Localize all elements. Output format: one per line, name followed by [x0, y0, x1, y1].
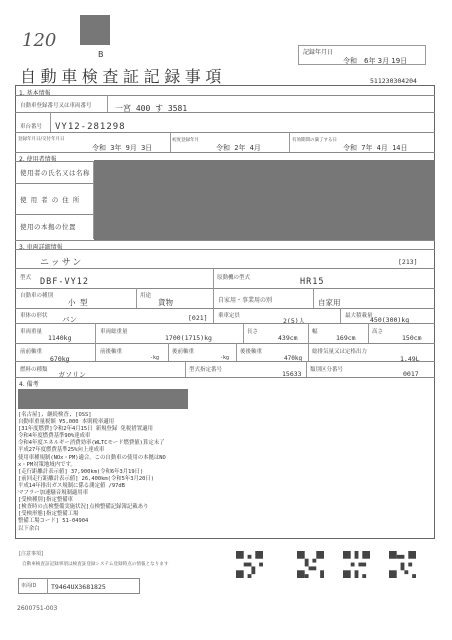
fuel-label: 燃料の種類: [20, 367, 48, 373]
model-label: 型式: [20, 275, 32, 281]
remark-line: 自動車重量税額 ¥5,000 本則税率適用: [18, 419, 115, 426]
class-label: 類別区分番号: [310, 367, 344, 373]
weight-label: 車両重量: [20, 329, 43, 335]
rr-axle-label: 後後軸重: [240, 349, 263, 355]
rule: [243, 323, 244, 343]
rule: [213, 308, 214, 323]
redacted-user-info: [94, 160, 435, 240]
rule: [170, 132, 171, 152]
capacity: 2(5)人: [283, 317, 306, 325]
rr-axle: 470kg: [284, 355, 303, 362]
reg-value: 一宮 400 す 3581: [115, 104, 188, 113]
user-name-label: 使用者の氏名又は名称: [20, 169, 90, 177]
remark-line: [走行距離計表示値] 37,900km(令和6年3月19日): [18, 468, 144, 475]
displacement: 1.49L: [400, 355, 420, 363]
remark-line: [検査時の点検整備実施状況]点検整備記録簿記載あり: [18, 504, 149, 511]
base-location-label: 使用の本拠の位置: [20, 223, 76, 231]
max-load-label: 最大積載量: [345, 313, 373, 319]
remark-line: 令和4年度燃費基準90%達成車: [18, 433, 91, 440]
height: 150cm: [402, 334, 422, 342]
rule: [15, 288, 435, 289]
capacity-label: 乗車定員: [218, 313, 241, 319]
section4-heading: 4. 備考: [19, 381, 39, 388]
reg-label: 自動車登録番号又は車両番号: [20, 103, 92, 109]
rule: [15, 361, 435, 362]
rule: [15, 268, 435, 269]
body-code: [021]: [188, 314, 208, 322]
rule: [15, 377, 435, 378]
rule: [107, 95, 108, 112]
rf-axle-label: 後前軸重: [172, 349, 195, 355]
maker: ニッサン: [40, 258, 84, 268]
fr-axle: -kg: [150, 355, 160, 361]
remark-line: [前回走行距離計表示値] 26,400km(令和5年3月20日): [18, 475, 155, 482]
rule: [236, 343, 237, 361]
remark-line: 平成27年度燃費基準25%向上達成車: [18, 447, 105, 454]
document-title: 自動車検査証記録事項: [20, 67, 227, 86]
private-label: 自家用・事業用の別: [218, 297, 273, 304]
chassis-value: VY12-281298: [55, 122, 126, 132]
first-reg-label: 登録年月日/交付年月日: [18, 137, 65, 142]
remark-line: [31年度燃費]令和2年4月15日 新規登録 免税措置適用: [18, 426, 153, 433]
rule: [15, 95, 435, 96]
remark-line: マフラー加速騒音規制適用車: [18, 490, 89, 497]
remark-line: 令和4年度エネルギー消費効率(WLTCモード燃費値)算定未了: [18, 440, 165, 447]
gross-label: 車両総重量: [100, 329, 128, 335]
footer-code: 2600751-003: [17, 605, 58, 612]
ff-axle: 670kg: [50, 355, 70, 363]
record-date-label: 記録年月日: [303, 49, 334, 56]
remark-line: 使用車種規制(NOx・PM)適合。この自動車の使用の本拠はNO: [18, 454, 166, 461]
class-num: 0017: [403, 370, 419, 378]
rule: [308, 323, 309, 343]
body-label: 車体の形状: [20, 313, 48, 319]
notes-heading: [注意事項]: [19, 551, 43, 557]
gross: 1700(1715)kg: [165, 334, 212, 342]
model: DBF-VY12: [40, 277, 89, 287]
use-label: 用途: [140, 293, 152, 299]
rule: [185, 361, 186, 377]
first-reg-value: 令和 3年 9月 3日: [92, 144, 153, 152]
rf-axle: -kg: [220, 355, 230, 361]
rule: [47, 578, 48, 594]
rule: [368, 323, 369, 343]
rule: [289, 132, 290, 152]
rule: [15, 132, 435, 133]
first-reg-year: 令和 2年 4月: [216, 144, 261, 152]
rule: [308, 343, 309, 361]
handwritten-number: 120: [22, 30, 57, 51]
document-number: 511230304204: [370, 77, 417, 85]
remarks-list: [18, 412, 238, 533]
vehicle-id-label: 車両ID: [21, 583, 37, 589]
qr-code-1: [236, 551, 263, 578]
notes-text: 自動車検査証記録事項は検査証登録システム登録時点の情報となります: [22, 562, 169, 567]
rule: [15, 183, 93, 184]
max-load: 450(300)kg: [370, 316, 410, 324]
rule: [15, 152, 435, 153]
expiry-value: 令和 7年 4月 14日: [343, 144, 408, 152]
rule: [168, 343, 169, 361]
remark-line: x・PM対策地域内です。: [18, 461, 76, 468]
kind: 小 型: [68, 298, 88, 307]
weight: 1140kg: [48, 334, 72, 342]
rule: [306, 361, 307, 377]
fr-axle-label: 前後軸重: [100, 349, 123, 355]
height-label: 高さ: [372, 329, 384, 335]
remark-line: 平成14年排出ガス規制に係る測定値 /97dB: [18, 482, 125, 489]
ff-axle-label: 前前軸重: [20, 349, 43, 355]
maker-code: [213]: [398, 258, 418, 266]
record-date-box: [298, 45, 426, 65]
rule: [15, 112, 435, 113]
redacted-block-top: [80, 15, 110, 45]
rule: [313, 288, 314, 308]
record-date: 令和 6年 3月 19日: [343, 57, 408, 65]
length-label: 長さ: [247, 329, 259, 335]
section1-heading: 1. 基本情報: [19, 90, 51, 97]
kind-label: 自動車の種別: [20, 293, 54, 299]
private: 自家用: [318, 298, 341, 307]
first-reg-note: 初度登録年月: [172, 138, 199, 143]
type-num: 15633: [282, 370, 302, 378]
rule: [15, 214, 93, 215]
section3-heading: 3. 車両詳細情報: [19, 244, 63, 251]
use: 貨物: [158, 298, 173, 307]
rule: [95, 343, 96, 361]
rule: [15, 308, 435, 309]
displacement-label: 総排気量又は定格出力: [312, 349, 368, 355]
type-num-label: 型式指定番号: [189, 367, 223, 373]
width-label: 幅: [312, 329, 318, 335]
rule: [15, 343, 435, 344]
remark-line: 以下余白: [18, 525, 40, 532]
rule: [213, 288, 214, 308]
qr-code-2: [297, 551, 324, 578]
body: バン: [62, 315, 77, 324]
vehicle-id: T9464UX3681825: [51, 583, 106, 591]
section2-heading: 2. 使用者情報: [19, 156, 57, 163]
engine: HR15: [300, 277, 325, 287]
stamp-letter: B: [98, 50, 104, 59]
rule: [95, 323, 96, 343]
rule: [15, 240, 435, 241]
expiry-label: 有効期間の満了する日: [292, 138, 337, 143]
length: 439cm: [278, 334, 298, 342]
qr-code-4: [389, 551, 416, 578]
width: 169cm: [336, 334, 356, 342]
remark-line: 整備工場コード] 51-04904: [18, 518, 89, 525]
engine-label: 原動機の型式: [217, 275, 251, 281]
rule: [213, 268, 214, 288]
fuel: ガソリン: [58, 371, 86, 379]
remark-line: [受検種別]指定整備車: [18, 497, 74, 504]
rule: [136, 288, 137, 308]
redacted-remarks-header: [18, 389, 188, 409]
remark-line: [名古屋], 継続検査, [OSS]: [18, 412, 92, 418]
user-address-label: 使 用 者 の 住 所: [20, 196, 81, 204]
chassis-label: 車台番号: [20, 124, 43, 130]
rule: [340, 308, 341, 323]
rule: [15, 249, 435, 250]
rule: [50, 112, 51, 132]
rule: [15, 323, 435, 324]
remark-line: [受検形態]指定整備工場: [18, 511, 79, 518]
qr-code-3: [343, 551, 370, 578]
